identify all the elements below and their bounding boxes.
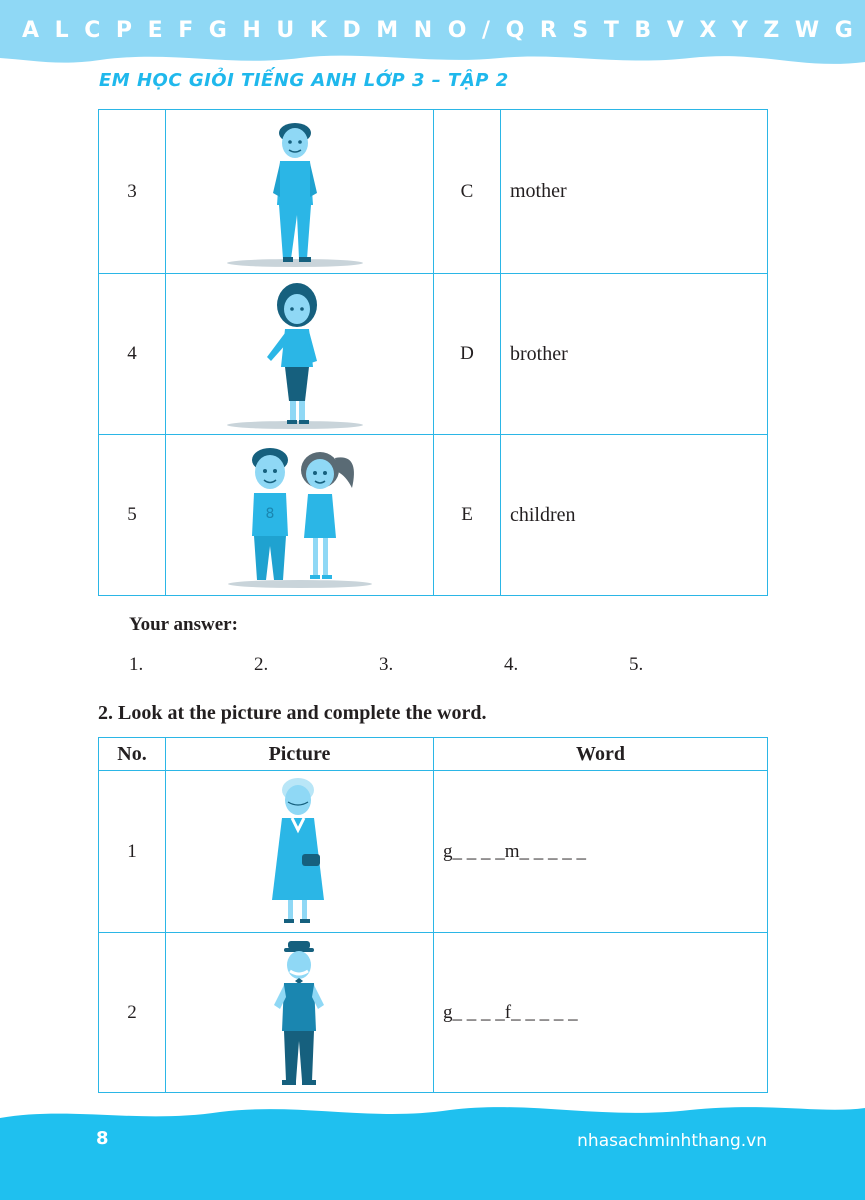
grandfather-illustration (240, 935, 360, 1090)
alphabet-letter: E (147, 18, 163, 43)
row-number: 1 (99, 771, 166, 933)
alphabet-letter: U (276, 18, 295, 43)
alphabet-letter: T (603, 18, 619, 43)
row-number: 5 (99, 435, 166, 596)
boy-standing-illustration (225, 113, 375, 271)
table-row (99, 274, 768, 435)
alphabet-letter: D (342, 18, 361, 43)
word-blank[interactable]: g_ _ _ _f_ _ _ _ _ (434, 933, 768, 1093)
option-letter: C (434, 110, 501, 274)
option-word: children (501, 435, 768, 596)
picture-cell (166, 771, 434, 933)
header-no: No. (99, 738, 166, 771)
alphabet-letter: / (482, 18, 491, 43)
alphabet-letter: H (242, 18, 261, 43)
alphabet-letter: K (309, 18, 327, 43)
alphabet-letter: Q (505, 18, 525, 43)
alphabet-letter: X (699, 18, 717, 43)
page-number: 8 (96, 1128, 109, 1149)
alphabet-letter: R (539, 18, 557, 43)
alphabet-letter: B (634, 18, 652, 43)
alphabet-letter: M (376, 18, 399, 43)
svg-text:8: 8 (265, 505, 274, 522)
alphabet-letter: P (115, 18, 133, 43)
answer-slot[interactable]: 4. (504, 654, 519, 675)
table-header-row (99, 738, 768, 771)
header-picture: Picture (166, 738, 434, 771)
picture-cell (166, 110, 434, 274)
table-row (99, 435, 768, 596)
picture-cell (166, 435, 434, 596)
alphabet-letter: L (54, 18, 69, 43)
alphabet-letter: Z (763, 18, 780, 43)
alphabet-letter: V (666, 18, 684, 43)
answer-slot[interactable]: 1. (129, 654, 144, 675)
alphabet-letter: F (178, 18, 194, 43)
answer-label: Your answer: (129, 614, 238, 635)
alphabet-letter: A (22, 18, 40, 43)
alphabet-letter: W (794, 18, 820, 43)
alphabet-letter: G (834, 18, 853, 43)
girl-pointing-illustration (225, 277, 375, 432)
grandmother-illustration (240, 774, 360, 929)
option-letter: D (434, 274, 501, 435)
table-row (99, 110, 768, 274)
exercise-title: 2. Look at the picture and complete the word. (98, 702, 487, 724)
matching-table (98, 109, 768, 596)
header-word: Word (434, 738, 768, 771)
answer-slot[interactable]: 5. (629, 654, 644, 675)
series-title: EM HỌC GIỎI TIẾNG ANH LỚP 3 – TẬP 2 (99, 70, 509, 91)
table-row (99, 933, 768, 1093)
option-word: mother (501, 110, 768, 274)
alphabet-letter: C (84, 18, 101, 43)
picture-cell (166, 933, 434, 1093)
table-row (99, 771, 768, 933)
website-url[interactable]: nhasachminhthang.vn (577, 1131, 767, 1151)
alphabet-banner (0, 18, 865, 58)
alphabet-letter: O (447, 18, 467, 43)
word-table (98, 737, 768, 1093)
alphabet-letter: G (208, 18, 227, 43)
row-number: 3 (99, 110, 166, 274)
row-number: 2 (99, 933, 166, 1093)
boy-and-girl-illustration (220, 438, 380, 593)
word-blank[interactable]: g_ _ _ _m_ _ _ _ _ (434, 771, 768, 933)
alphabet-letter: S (572, 18, 589, 43)
option-word: brother (501, 274, 768, 435)
answer-slot[interactable]: 2. (254, 654, 269, 675)
alphabet-letter: N (413, 18, 433, 43)
option-letter: E (434, 435, 501, 596)
alphabet-letter: Y (731, 18, 748, 43)
row-number: 4 (99, 274, 166, 435)
answer-slot[interactable]: 3. (379, 654, 394, 675)
picture-cell (166, 274, 434, 435)
